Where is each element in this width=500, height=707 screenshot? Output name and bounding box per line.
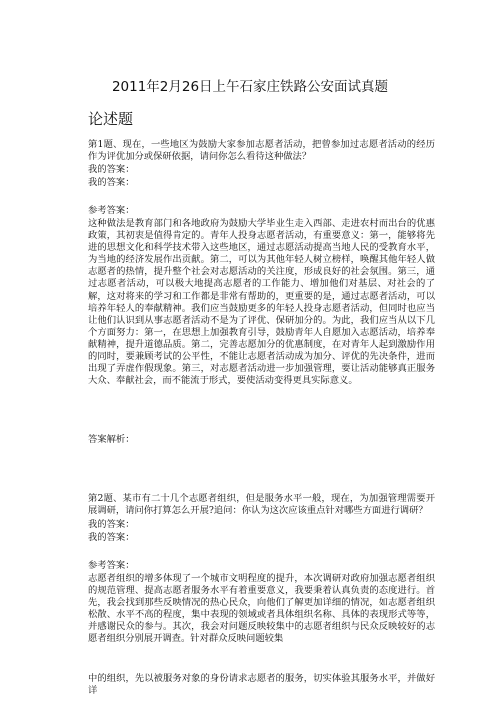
- my-answer-label: 我的答案：: [88, 177, 135, 188]
- question-2: 第2题、某市有二十几个志愿者组织，但是服务水平一般，现在，为加强管理需要开展调研，请问你打算怎么开展?追问：你认为这次应该重点针对哪些方面进行调研？: [88, 493, 435, 517]
- section-heading: 论述题: [88, 110, 134, 128]
- my-answer-label: 我的答案：: [88, 164, 135, 175]
- reference-answer-2: 志愿者组织的增多体现了一个城市文明程度的提升，本次调研对政府加强志愿者组织的规范管理、提高志愿者服务水平有着重要意义，我要秉着认真负责的态度进行。首先，我会找到那些反映情况的热心民众，向他们了解更加详细的情况，如志愿者组织松散、水平不高的程度，集中表现的领域或者具体组织名称、具体的表现形式等等，并感谢民众的参与。其次，我会对问题反映较集中的志愿者组织与民众反映较好的志愿者组织分别展开调查。针对群众反映问题较集: [88, 573, 435, 645]
- question-1: 第1题、现在，一些地区为鼓励大家参加志愿者活动，把曾参加过志愿者活动的经历作为评优加分或保研依据，请问你怎么看待这种做法？: [88, 139, 435, 163]
- reference-answer-label: 参考答案：: [88, 205, 135, 216]
- answer-analysis-label: 答案解析：: [88, 434, 135, 445]
- my-answer-label: 我的答案：: [88, 532, 135, 543]
- reference-answer-label: 参考答案：: [88, 560, 135, 571]
- my-answer-label: 我的答案：: [88, 519, 135, 530]
- reference-answer-2-continued: 中的组织，先以被服务对象的身份请求志愿者的服务，切实体验其服务水平，并做好详: [88, 673, 435, 697]
- reference-answer-1: 这种做法是教育部门和各地政府为鼓励大学毕业生走入西部、走进农村而出台的优惠政策，其初衷是值得肯定的。青年人投身志愿者活动，有重要意义：第一，能够将先进的思想文化和科学技术带入这些地区，通过志愿活动提高当地人民的受教育水平，为当地的经济发展作出贡献。第二，可以为其他年轻人树立榜样，唤醒其他年轻人做志愿者的热情，提升整个社会对志愿活动的关注度，形成良好的社会氛围。第三，通过志愿者活动，可以极大地提高志愿者的工作能力、增加他们对基层、对社会的了解，这对将来的学习和工作都是非常有帮助的，更重要的是，通过志愿者活动，可以培养年轻人的奉献精神。我们应当鼓励更多的年轻人投身志愿者活动，但同时也应当让他们认识到从事志愿者活动不是为了评优、保研加分的。为此，我们应当从以下几个方面努力：第一，在思想上加强教育引导，鼓励青年人自愿加入志愿活动，培养奉献精神，提升道德品质。第二，完善志愿加分的优惠制度，在对青年人起到激励作用的同时，要兼顾考试的公平性，不能让志愿者活动成为加分、评优的先决条件，进而出现了弄虚作假现象。第三，对志愿者活动进一步加强管理，要让活动能够真正服务大众、奉献社会，而不能流于形式，要使活动变得更具实际意义。: [88, 218, 435, 387]
- page-title: 2011年2月26日上午石家庄铁路公安面试真题: [111, 79, 389, 95]
